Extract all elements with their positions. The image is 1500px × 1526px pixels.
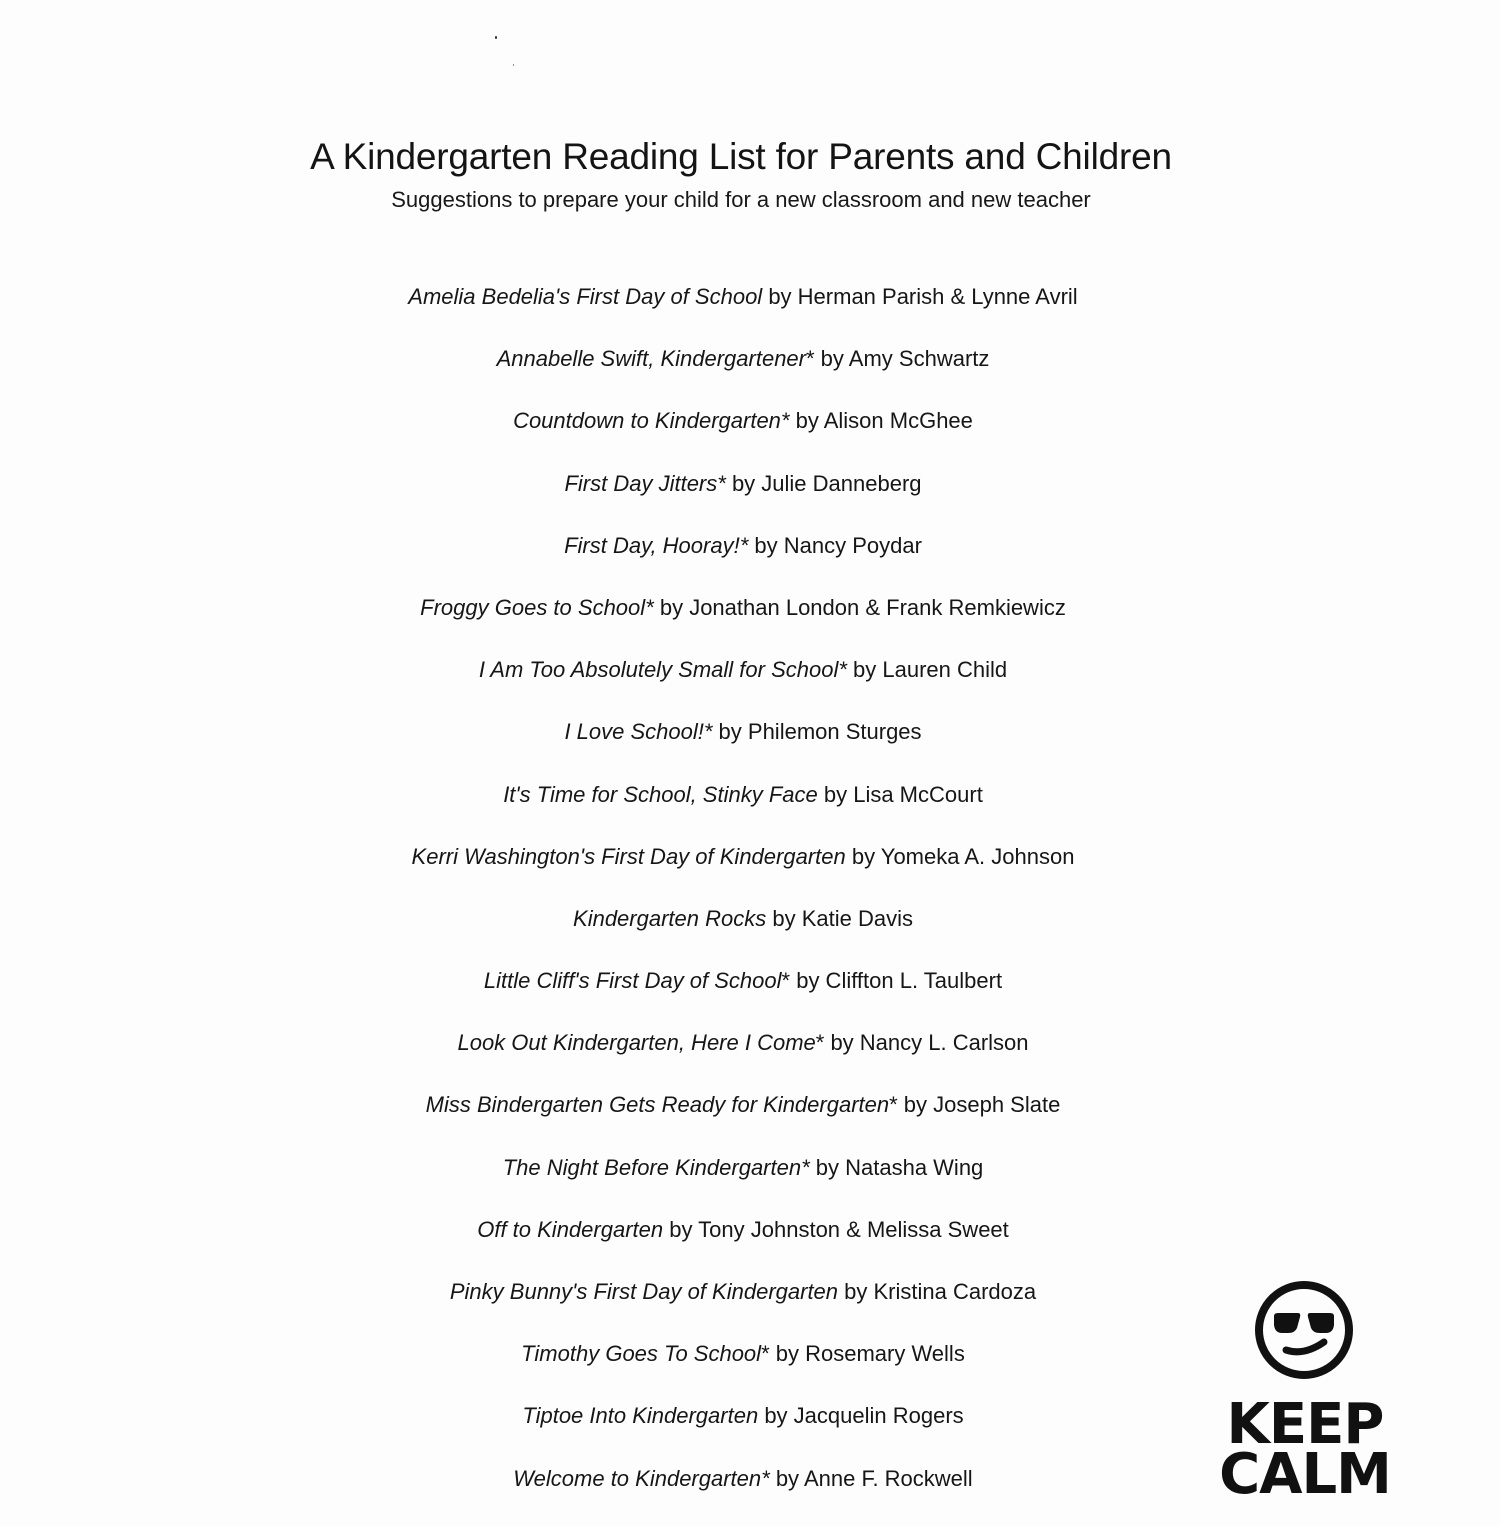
book-author: by Amy Schwartz bbox=[814, 346, 990, 372]
book-author: by Alison McGhee bbox=[789, 408, 973, 434]
book-item bbox=[0, 469, 1486, 531]
book-title: Look Out Kindergarten, Here I Come bbox=[457, 1030, 816, 1056]
book-item bbox=[0, 531, 1486, 593]
book-author: by Anne F. Rockwell bbox=[769, 1465, 973, 1491]
sunglasses-smiley-icon bbox=[1254, 1280, 1354, 1380]
book-author: by Philemon Sturges bbox=[712, 719, 922, 745]
book-author: by Lisa McCourt bbox=[817, 781, 983, 807]
keep-label: KEEP bbox=[1226, 1392, 1384, 1457]
book-author: by Natasha Wing bbox=[809, 1154, 984, 1180]
book-author: by Joseph Slate bbox=[897, 1092, 1061, 1118]
book-author: by Lauren Child bbox=[846, 657, 1008, 683]
book-title: Kindergarten Rocks bbox=[573, 905, 767, 931]
book-title: Annabelle Swift, Kindergartener bbox=[496, 346, 806, 372]
book-item bbox=[0, 717, 1486, 779]
calm-label: CALM bbox=[1219, 1442, 1391, 1507]
book-title: I Love School! bbox=[564, 719, 704, 745]
book-title: Welcome to Kindergarten bbox=[513, 1465, 762, 1491]
page-subtitle: Suggestions to prepare your child for a new classroom and new teacher bbox=[391, 187, 1091, 212]
book-author: by Julie Danneberg bbox=[725, 470, 922, 496]
book-title: The Night Before Kindergarten bbox=[502, 1154, 802, 1180]
book-title: Amelia Bedelia's First Day of School bbox=[408, 284, 763, 309]
book-title: Little Cliff's First Day of School bbox=[483, 968, 782, 994]
book-author: by Nancy Poydar bbox=[748, 532, 922, 558]
book-item bbox=[0, 282, 1486, 344]
scan-speck bbox=[495, 36, 497, 39]
page-title: A Kindergarten Reading List for Parents and Children bbox=[310, 136, 1172, 177]
book-title: Froggy Goes to School bbox=[420, 594, 646, 620]
book-title: I Am Too Absolutely Small for School bbox=[478, 657, 839, 683]
book-author: by Tony Johnston & Melissa Sweet bbox=[663, 1216, 1009, 1242]
book-item bbox=[0, 1028, 1486, 1090]
book-item bbox=[0, 1215, 1486, 1277]
book-asterisk: * bbox=[761, 1341, 770, 1367]
book-asterisk: * bbox=[838, 657, 847, 683]
book-author: by Yomeka A. Johnson bbox=[845, 843, 1075, 869]
book-item bbox=[0, 593, 1486, 655]
book-author: by Jonathan London & Frank Remkiewicz bbox=[653, 594, 1066, 620]
book-author: by Rosemary Wells bbox=[769, 1341, 965, 1367]
book-item bbox=[0, 655, 1486, 717]
book-item bbox=[0, 842, 1486, 904]
book-title: It's Time for School, Stinky Face bbox=[503, 781, 818, 807]
book-author: by Katie Davis bbox=[766, 905, 913, 931]
book-asterisk: * bbox=[801, 1154, 810, 1180]
book-item bbox=[0, 966, 1486, 1028]
book-author: by Herman Parish & Lynne Avril bbox=[762, 284, 1078, 309]
book-asterisk: * bbox=[761, 1465, 770, 1491]
book-asterisk: * bbox=[815, 1030, 825, 1056]
book-author: by Cliffton L. Taulbert bbox=[790, 968, 1003, 994]
book-title: Countdown to Kindergarten bbox=[513, 408, 781, 434]
scan-speck bbox=[513, 64, 514, 66]
book-item bbox=[0, 780, 1486, 842]
book-item bbox=[0, 904, 1486, 966]
book-item bbox=[0, 1153, 1486, 1215]
book-title: Timothy Goes To School bbox=[521, 1341, 762, 1367]
book-asterisk: * bbox=[806, 346, 815, 372]
keep-calm-graphic bbox=[1210, 1280, 1410, 1507]
book-item bbox=[0, 344, 1486, 406]
book-author: by Jacquelin Rogers bbox=[758, 1403, 964, 1429]
book-author: by Kristina Cardoza bbox=[838, 1279, 1037, 1304]
book-title: Tiptoe Into Kindergarten bbox=[522, 1403, 759, 1429]
book-asterisk: * bbox=[739, 532, 749, 558]
book-title: First Day, Hooray! bbox=[564, 532, 740, 558]
book-asterisk: * bbox=[703, 719, 713, 745]
book-title: Pinky Bunny's First Day of Kindergarten bbox=[449, 1279, 839, 1304]
book-author: by Nancy L. Carlson bbox=[824, 1030, 1029, 1056]
book-item bbox=[0, 406, 1486, 468]
book-title: Miss Bindergarten Gets Ready for Kindergarten bbox=[425, 1092, 890, 1118]
book-asterisk: * bbox=[889, 1092, 898, 1118]
book-asterisk: * bbox=[645, 594, 654, 620]
book-asterisk: * bbox=[717, 470, 726, 496]
book-title: First Day Jitters bbox=[564, 470, 718, 496]
book-item bbox=[0, 1090, 1486, 1152]
book-title: Kerri Washington's First Day of Kindergarten bbox=[411, 843, 846, 869]
book-title: Off to Kindergarten bbox=[477, 1216, 664, 1242]
book-asterisk: * bbox=[781, 968, 791, 994]
book-asterisk: * bbox=[780, 408, 790, 434]
